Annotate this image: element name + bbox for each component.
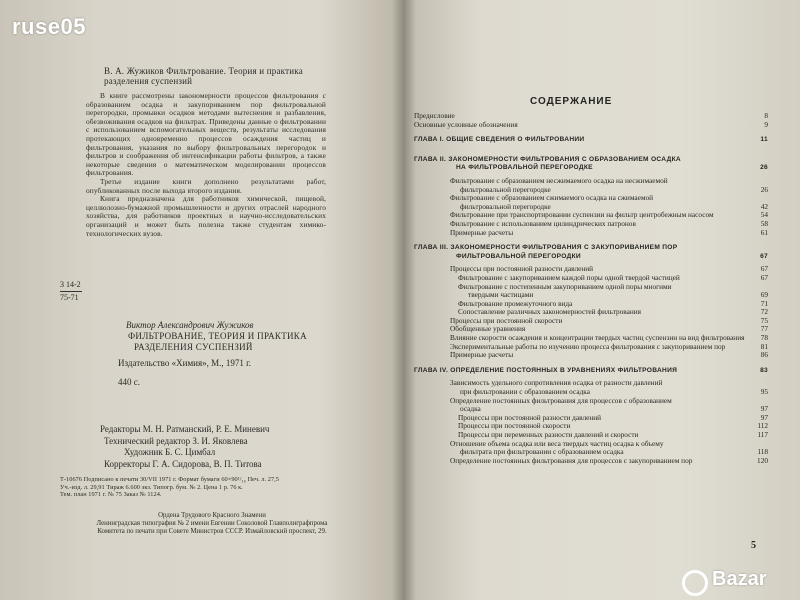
toc-entry (458, 283, 768, 300)
toc-entry-title: Примерные расчеты (450, 350, 514, 360)
toc-chapter (414, 136, 768, 145)
toc-page-number: 58 (760, 218, 768, 228)
toc-page-number: 86 (760, 350, 768, 360)
code-divider (60, 291, 82, 292)
bib-publisher: Издательство «Химия», М., 1971 г. (118, 358, 252, 368)
toc-page-number: 118 (757, 447, 768, 457)
toc-page-number: 71 (760, 298, 768, 308)
toc-page-number: 11 (760, 136, 768, 144)
credits (100, 424, 370, 470)
toc-entry-title-continued: фильтровальной перегородке (460, 184, 551, 194)
toc-entry (450, 177, 768, 194)
toc-page-number: 8 (764, 111, 768, 120)
watermark-logo: ruse05 (12, 14, 86, 39)
printer-info (62, 512, 362, 537)
credit-line: Художник Б. С. Цимбал (124, 447, 216, 458)
toc-entry-title: ГЛАВА III. ЗАКОНОМЕРНОСТИ ФИЛЬТРОВАНИЯ С ЗАКУПОРИВАНИЕМ ПОР (414, 244, 678, 252)
annotation-title: В. А. Жужиков Фильтрование. Теория и практика разделения суспензий (104, 66, 303, 86)
code-top: 3 14-2 (60, 280, 81, 289)
left-page (0, 0, 395, 600)
toc-entry-title: Процессы при постоянной разности давлений (458, 412, 602, 422)
toc-page-number: 42 (760, 201, 768, 211)
annotation-paragraph: Третье издание книги дополнено результатами работ, опубликованных после выхода второго издания. (86, 176, 326, 195)
bib-title-line-1: ФИЛЬТРОВАНИЕ, ТЕОРИЯ И ПРАКТИКА (128, 331, 307, 341)
toc-page-number: 26 (760, 184, 768, 194)
imprint-line: Т-10676 Подписано к печати 30/VII 1971 г. Формат бумаги 60×90¹/₁₆ Печ. л. 27,5 (60, 476, 279, 483)
toc-entry (450, 397, 768, 414)
annotation-paragraph: Книга предназначена для работников химической, пищевой, целлюлозно-бумажной промышленности и других отраслей народного хозяйства, для работников проектных и научно-исследовательских организаций и может быть полезна также студентам химико-технологических вузов. (86, 194, 326, 238)
toc-entry-title: Зависимость удельного сопротивления осадка от разности давлений (450, 378, 663, 388)
toc-entry-title: Процессы при постоянной скорости (450, 315, 563, 325)
toc-entry-title: Процессы при постоянной разности давлений (450, 264, 594, 274)
table-of-contents (414, 112, 768, 465)
toc-page-number: 67 (760, 252, 768, 260)
right-page (404, 0, 784, 600)
imprint-line: Тем. план 1971 г. № 75 Заказ № 1124. (60, 491, 162, 499)
toc-entry-title: ГЛАВА IV. ОПРЕДЕЛЕНИЕ ПОСТОЯННЫХ В УРАВНЕНИЯХ ФИЛЬТРОВАНИЯ (414, 366, 678, 374)
toc-entry-title: Примерные расчеты (450, 227, 514, 237)
toc-entry-title: Основные условные обозначения (414, 119, 518, 129)
corner-watermark-text: Bazar (712, 568, 767, 590)
toc-page-number: 120 (757, 455, 768, 465)
toc-page-number: 83 (760, 366, 768, 374)
toc-page-number: 112 (757, 421, 768, 431)
toc-entry-title: Сопоставление различных закономерностей фильтрования (458, 307, 642, 317)
toc-page-number: 97 (760, 412, 768, 422)
imprint (60, 476, 350, 499)
toc-entry-title: Фильтрование с образованием несжимаемого осадка на несжимаемой (450, 175, 668, 185)
toc-page-number: 69 (760, 290, 768, 300)
printer-line: Ордена Трудового Красного Знамени (158, 512, 266, 519)
toc-entry-title-continued: ФИЛЬТРОВАЛЬНОЙ ПЕРЕГОРОДКИ (456, 252, 581, 260)
toc-entry-title: Фильтрование с постепенным закупориванием одной поры многими (458, 281, 672, 291)
bib-author: Виктор Александрович Жужиков (126, 320, 254, 330)
toc-entry-title: Предисловие (414, 111, 455, 120)
bazar-logo-icon (682, 570, 708, 596)
toc-entry (450, 457, 768, 466)
toc-entry-title: Фильтрование с образованием сжимаемого осадка на сжимаемой (450, 193, 654, 203)
page-number: 5 (751, 540, 756, 551)
toc-page-number: 81 (760, 341, 768, 351)
toc-page-number: 61 (760, 227, 768, 237)
toc-entry-title: Фильтрование промежуточного вида (458, 298, 573, 308)
toc-entry (450, 440, 768, 457)
toc-entry-title: Фильтрование при транспортировании суспензии на фильтр центробежным насосом (450, 210, 714, 220)
toc-spacer (414, 129, 768, 136)
toc-entry-title: Процессы при постоянной скорости (458, 421, 571, 431)
toc-entry (450, 351, 768, 360)
toc-entry-title: Фильтрование с использованием цилиндрических патронов (450, 218, 636, 228)
toc-page-number: 72 (760, 307, 768, 317)
toc-entry-title-continued: НА ФИЛЬТРОВАЛЬНОЙ ПЕРЕГОРОДКЕ (456, 164, 593, 172)
toc-entry (414, 121, 768, 130)
toc-entry-title-continued: при фильтровании с образованием осадка (460, 387, 590, 397)
toc-page-number: 97 (760, 404, 768, 414)
toc-spacer (414, 149, 768, 156)
toc-heading: СОДЕРЖАНИЕ (530, 96, 613, 107)
toc-page-number: 77 (760, 324, 768, 334)
bib-title-line-2: РАЗДЕЛЕНИЯ СУСПЕНЗИЙ (134, 342, 253, 352)
toc-page-number: 26 (760, 164, 768, 172)
toc-page-number: 78 (760, 333, 768, 343)
toc-entry-title: Влияние скорости осаждения и концентрации твердых частиц суспензии на вид фильтрования (450, 333, 745, 343)
toc-page-number: 117 (757, 430, 768, 439)
toc-entry-title: Экспериментальные работы по изучению процесса фильтрования с закупориванием пор (450, 341, 726, 351)
imprint-line: Уч.-изд. л. 29,91 Тираж 6.600 экз. Типогр. бум. № 2. Цена 1 р. 76 к. (60, 483, 243, 491)
toc-entry (450, 229, 768, 238)
printer-line: Комитета по печати при Совете Министров СССР. Измайловский проспект, 29. (97, 528, 327, 536)
toc-chapter (414, 156, 768, 173)
toc-entry (450, 379, 768, 396)
toc-entry-title: ГЛАВА II. ЗАКОНОМЕРНОСТИ ФИЛЬТРОВАНИЯ С ОБРАЗОВАНИЕМ ОСАДКА (414, 155, 681, 163)
code-bottom: 75-71 (60, 293, 79, 302)
toc-entry-title: Отношение объема осадка или веса твердых частиц осадка к объему (450, 438, 664, 448)
toc-entry-title: Определение постоянных фильтрования для процессов с образованием (450, 395, 672, 405)
toc-entry-title: Фильтрование с закупориванием каждой поры одной твердой частицей (458, 272, 680, 282)
toc-chapter (414, 244, 768, 261)
toc-entry-title-continued: твердыми частицами (468, 290, 534, 300)
toc-chapter (414, 367, 768, 376)
corner-watermark (682, 568, 792, 596)
toc-entry-title: Процессы при переменных разности давлений и скорости (458, 430, 639, 439)
bib-pages: 440 с. (118, 377, 140, 387)
credit-line: Технический редактор З. И. Яковлева (104, 435, 248, 446)
toc-page-number: 54 (760, 210, 768, 220)
credit-line: Редакторы М. Н. Ратманский, Р. Е. Миневич (100, 424, 270, 434)
printer-line: Ленинградская типография № 2 имени Евгении Соколовой Главполиграфпрома (96, 520, 328, 528)
toc-page-number: 67 (760, 272, 768, 282)
toc-spacer (414, 360, 768, 367)
toc-page-number: 67 (760, 264, 768, 274)
toc-entry (450, 194, 768, 211)
bibliographic-entry (116, 320, 356, 388)
toc-page-number: 75 (760, 315, 768, 325)
toc-page-number: 95 (760, 387, 768, 397)
credit-line: Корректоры Г. А. Сидорова, В. П. Титова (104, 458, 262, 469)
toc-entry-title-continued: осадка (460, 404, 481, 414)
annotation-paragraph: В книге рассмотрены закономерности процессов фильтрования с образованием осадка и закупориванием пор фильтровальной перегородки, промывки осадков методами вытеснения и разбавления, обезвоживания осадков на фильтрах. Приведены данные о фильтровании с использованием вспомогательных веществ, результаты исследования протекающих одновременно процессов осаждения частиц и фильтрования, указания по выбору фильтровальных перегородок и фильтров и соображения об интенсификации работы фильтров, а также некоторые сведения о математическом моделировании процессов фильтрования. (86, 91, 326, 178)
toc-entry-title: Определение постоянных фильтрования для процессов с закупориванием пор (450, 455, 693, 465)
toc-entry-title: Обобщенные уравнения (450, 324, 526, 334)
classification-code (60, 280, 82, 303)
toc-entry-title: ГЛАВА I. ОБЩИЕ СВЕДЕНИЯ О ФИЛЬТРОВАНИИ (414, 136, 585, 144)
toc-page-number: 9 (764, 119, 768, 129)
toc-spacer (414, 237, 768, 244)
toc-entry-title-continued: фильтрата при фильтровании с образованием осадка (460, 447, 624, 457)
annotation-body (86, 92, 326, 238)
toc-entry-title-continued: фильтровальной перегородке (460, 201, 551, 211)
